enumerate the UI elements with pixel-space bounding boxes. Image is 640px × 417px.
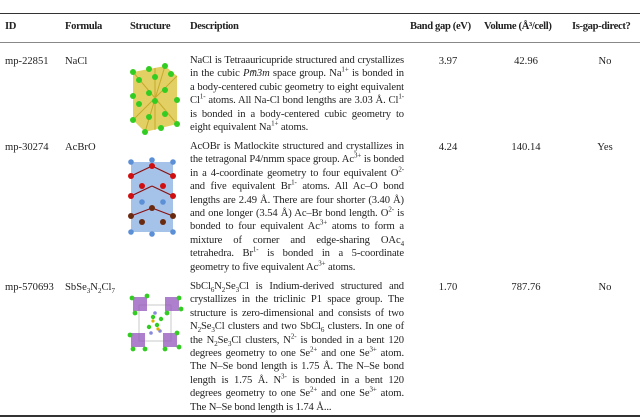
row-volume: 787.76 — [511, 282, 541, 293]
row-description — [190, 54, 404, 134]
text-segment: and one Se — [317, 388, 370, 400]
row-is-gap-direct: No — [598, 56, 612, 67]
row-formula — [65, 282, 115, 296]
superscript: 1+ — [341, 65, 349, 74]
text-segment: Se — [225, 281, 236, 292]
superscript: 3+ — [318, 259, 326, 268]
superscript: 3+ — [369, 345, 377, 354]
superscript: 1- — [398, 92, 404, 101]
subscript: 3 — [228, 339, 232, 348]
text-segment: AcBrO — [65, 142, 96, 153]
text-segment: Cl clusters, N — [231, 334, 291, 346]
text-segment: N — [214, 281, 222, 292]
subscript: 2 — [214, 339, 218, 348]
italic-text: Pm̅3m — [242, 68, 270, 80]
header-formula: Formula — [65, 21, 102, 32]
text-segment: N — [90, 282, 98, 293]
header-is-gap-direct: Is-gap-direct? — [572, 21, 631, 32]
text-segment: is bonded in a 4-coordinate geometry to four equivalent O — [190, 154, 404, 179]
text-segment: Cl is Indium-derived structured and crystallizes in the triclinic P1 space group. The structure is zero-dimensional and consists of two N — [190, 281, 404, 333]
row-is-gap-direct: Yes — [597, 142, 613, 153]
text-segment: atoms. All Na-Cl bond lengths are 3.03 Å. Cl — [205, 95, 399, 107]
text-segment: atoms. — [278, 122, 309, 134]
row-band-gap: 3.97 — [438, 56, 458, 67]
header-volume: Volume (Å³/cell) — [484, 21, 552, 32]
header-structure: Structure — [130, 21, 171, 32]
text-segment: Cl — [101, 282, 112, 293]
superscript: 2+ — [310, 345, 318, 354]
row-band-gap: 1.70 — [438, 282, 458, 293]
superscript: 1- — [252, 245, 259, 254]
header-id: ID — [5, 21, 17, 32]
text-segment: atom. The N–Se bond length is 1.74 Å... — [190, 388, 405, 413]
superscript: 2- — [388, 205, 394, 214]
row-volume: 42.96 — [514, 56, 538, 67]
text-segment: NaCl — [65, 56, 88, 67]
header-rule — [0, 42, 640, 43]
text-segment: and one Se — [317, 348, 370, 360]
superscript: 2- — [290, 332, 297, 341]
row-volume: 140.14 — [511, 142, 541, 153]
row-id: mp-570693 — [5, 282, 54, 293]
nacl-crystal-structure-icon — [125, 58, 183, 138]
row-formula — [65, 142, 96, 153]
text-segment: Se — [200, 321, 212, 333]
superscript: 1- — [291, 178, 297, 187]
superscript: 1- — [199, 92, 206, 101]
text-segment: NaCl is Tetraauricupride structured and crystallizes in the cubic — [190, 55, 404, 80]
row-description — [190, 280, 404, 414]
text-segment: Se — [217, 334, 228, 346]
text-segment: is bonded in a body-centered cubic geometry to eight equivalent Cl — [190, 68, 404, 107]
text-segment: SbSe — [65, 282, 87, 293]
superscript: 3+ — [369, 385, 377, 394]
text-segment: AcOBr is Matlockite structured and crystallizes in the tetragonal P4/nmm space group. Ac — [190, 141, 404, 166]
text-segment: is bonded in a bent 120 degrees geometry to one Se — [190, 334, 404, 360]
subscript: 2 — [221, 286, 226, 295]
text-segment: SbCl — [190, 281, 211, 292]
bottom-rule — [0, 415, 640, 417]
text-segment: atoms. — [325, 261, 356, 273]
text-segment: is bonded in a body-centered cubic geometry to eight equivalent Na — [190, 108, 404, 134]
row-id: mp-30274 — [5, 142, 49, 153]
text-segment: and five equivalent Br — [190, 181, 292, 193]
header-description: Description — [190, 21, 239, 32]
subscript: 6 — [320, 326, 325, 335]
text-segment: is bonded in a 5-coordinate geometry to five equivalent Ac — [190, 248, 405, 273]
header-band-gap: Band gap (eV) — [410, 21, 471, 32]
text-segment: is bonded to four equivalent Ac — [190, 208, 404, 233]
superscript: 2- — [398, 165, 404, 174]
text-segment: atoms to form a mixture of corner and edge-sharing OAc — [190, 221, 404, 246]
superscript: 2+ — [310, 385, 318, 394]
superscript: 3+ — [353, 151, 362, 160]
superscript: 3+ — [319, 218, 328, 227]
text-segment: space group. Na — [269, 68, 342, 80]
text-segment: atom. The N–Se bond length is 1.75 Å. The N–Se bond length is 1.75 Å. N — [190, 348, 405, 386]
subscript: 4 — [400, 239, 404, 248]
sbse3n2cl7-crystal-structure-icon — [127, 293, 185, 355]
subscript: 2 — [197, 326, 201, 335]
superscript: 1+ — [271, 119, 279, 128]
row-id: mp-22851 — [5, 56, 49, 67]
top-rule — [0, 13, 640, 14]
subscript: 3 — [86, 287, 91, 296]
row-is-gap-direct: No — [598, 282, 612, 293]
text-segment: atoms. All Ac–O bond lengths are 2.49 Å. There are four shorter (3.40 Å) and one longer (3.54 Å) Ac–Br bond length. O — [190, 181, 404, 220]
subscript: 7 — [111, 287, 115, 296]
text-segment: clusters. In one of the N — [190, 321, 404, 346]
row-formula — [65, 56, 87, 67]
subscript: 2 — [97, 287, 102, 296]
subscript: 3 — [211, 326, 215, 335]
row-band-gap: 4.24 — [438, 142, 458, 153]
subscript: 6 — [210, 286, 215, 295]
text-segment: tetrahedra. Br — [190, 248, 253, 260]
row-description — [190, 140, 404, 274]
acobr-crystal-structure-icon — [125, 156, 183, 238]
subscript: 3 — [235, 286, 239, 295]
text-segment: Cl clusters and two SbCl — [214, 321, 321, 333]
text-segment: is bonded in a bent 120 degrees geometry to one Se — [190, 374, 404, 400]
superscript: 3- — [281, 372, 287, 381]
